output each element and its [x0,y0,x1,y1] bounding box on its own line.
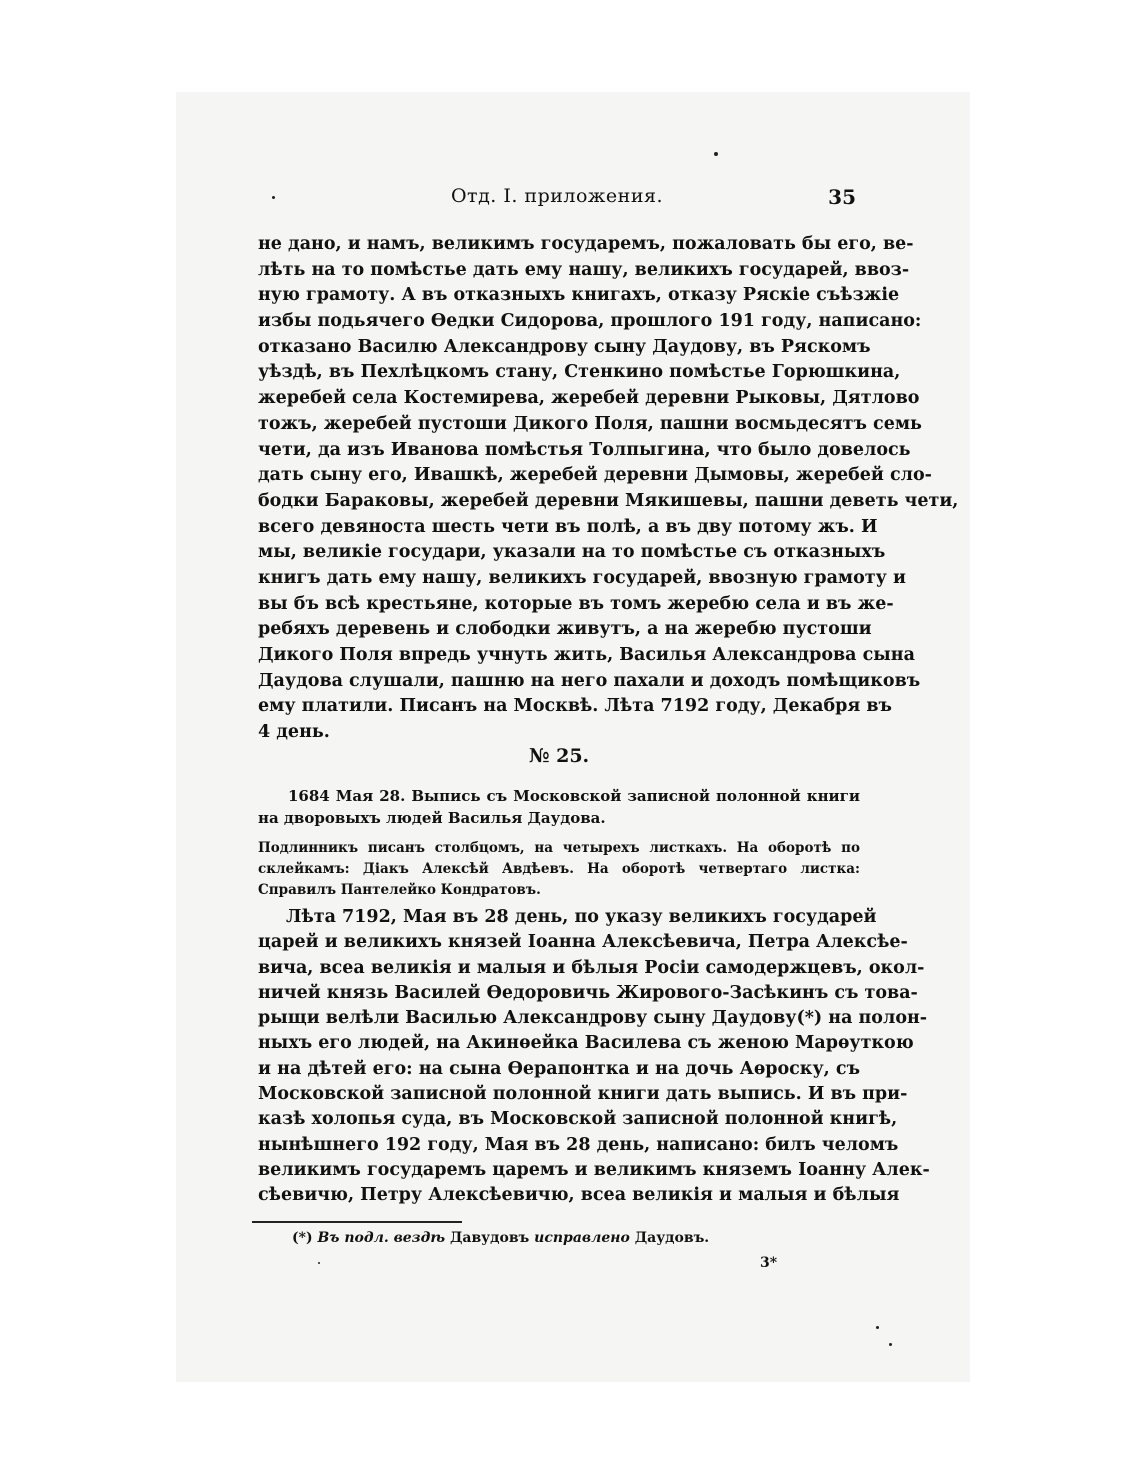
text-line: 4 день. [258,722,330,743]
text-line: вича, всеа великія и малыя и бѣлыя Росіи самодержцевъ, окол- [258,957,925,978]
signature-mark: 3* [760,1255,778,1271]
footnote [292,1230,709,1246]
text-line: тожъ, жеребей пустоши Дикого Поля, пашни восмьдесятъ семь [258,413,922,434]
text-line: сѣевичю, Петру Алексѣевичю, всеа великія и малыя и бѣлыя [258,1185,900,1206]
text-line: мы, великіе государи, указали на то помѣстье съ отказныхъ [258,542,886,563]
source-line: Справилъ Пантелейко Кондратовъ. [258,882,541,898]
text-line: Лѣта 7192, Мая въ 28 день, по указу великихъ государей [286,907,877,927]
text-line: царей и великихъ князей Іоанна Алексѣевича, Петра Алексѣе- [258,932,908,953]
text-line: книгъ дать ему нашу, великихъ государей, ввозную грамоту и [258,567,906,588]
text-line: Дикого Поля впредь учнуть жить, Василья Александрова сына [258,645,915,665]
source-note [258,838,860,901]
ink-speck [318,1262,320,1264]
text-line: бодки Бараковы, жеребей деревни Мякишевы, пашни деветь чети, [258,490,959,511]
source-line: Подлинникъ писанъ столбцомъ, на четырехъ листкахъ. На оборотѣ по [258,840,860,856]
footnote-italic: Въ подл. вездѣ [317,1230,446,1246]
footnote-italic: исправлено [534,1230,630,1246]
text-line: всего девяноста шесть чети въ полѣ, а въ дву потому жъ. И [258,516,878,537]
text-line: жеребей села Костемирева, жеребей деревни Рыковы, Дятлово [258,388,920,409]
text-line: Московской записной полонной книги дать выпись. И въ при- [258,1084,908,1105]
text-line: ему платили. Писанъ на Москвѣ. Лѣта 7192 году, Декабря въ [258,696,892,717]
document-heading [258,785,860,829]
heading-line: на дворовыхъ людей Василья Даудова. [258,809,606,827]
ink-speck [714,152,718,156]
text-line: вы бъ всѣ крестьяне, которые въ томъ жеребю села и въ же- [258,593,894,614]
text-line: ничей князь Василей Ѳедоровичь Жирового-Засѣкинъ съ това- [258,982,918,1003]
footnote-word: Даудовъ. [634,1230,710,1246]
footnote-word: Давудовъ [449,1230,530,1246]
text-line: дать сыну его, Ивашкѣ, жеребей деревни Дымовы, жеребей сло- [258,465,932,486]
heading-line: 1684 Мая 28. Выпись съ Московской записной полонной книги [288,787,860,805]
document-text [258,905,930,1209]
text-line: не дано, и намъ, великимъ государемъ, пожаловать бы его, ве- [258,234,914,254]
footnote-marker: (*) [292,1230,313,1246]
text-line: ную грамоту. А въ отказныхъ книгахъ, отказу Ряскіе съѣзжіе [258,285,900,306]
page-number: 35 [828,185,856,209]
text-line: ребяхъ деревень и слободки живутъ, а на жеребю пустоши [258,619,872,640]
document-number: № 25. [528,745,590,767]
ink-speck [889,1343,892,1346]
text-line: чети, да изъ Иванова помѣстья Толпыгина, что было довелось [258,439,911,460]
text-line: Даудова слушали, пашню на него пахали и доходъ помѣщиковъ [258,670,921,691]
page-header [258,185,856,215]
ink-speck [272,196,275,199]
text-line: отказано Василю Александрову сыну Даудову, въ Ряскомъ [258,336,871,357]
text-line: и на дѣтей его: на сына Ѳерапонтка и на дочь Аѳроску, съ [258,1058,860,1079]
text-line: рыщи велѣли Василью Александрову сыну Даудову(*) на полон- [258,1008,928,1029]
text-line: уѣздѣ, въ Пехлѣцкомъ стану, Стенкино помѣстье Горюшкина, [258,362,901,383]
text-line: избы подьячего Ѳедки Сидорова, прошлого 191 году, написано: [258,311,922,332]
ink-speck [876,1326,879,1329]
text-line: ныхъ его людей, на Акинѳейка Василева съ женою Марѳуткою [258,1033,914,1054]
text-line: лѣть на то помѣстье дать ему нашу, великихъ государей, ввоз- [258,259,910,280]
section-title: Отд. I. приложения. [450,185,664,207]
text-line: казѣ холопья суда, въ Московской записной полонной книгѣ, [258,1109,898,1130]
text-line: нынѣшнего 192 году, Мая въ 28 день, написано: билъ челомъ [258,1134,899,1155]
continued-text [258,232,959,746]
footnote-divider [252,1221,462,1223]
text-line: великимъ государемъ царемъ и великимъ княземъ Іоанну Алек- [258,1159,930,1180]
source-line: склейкамъ: Діакъ Алексѣй Авдѣевъ. На оборотѣ четвертаго листка: [258,861,860,877]
